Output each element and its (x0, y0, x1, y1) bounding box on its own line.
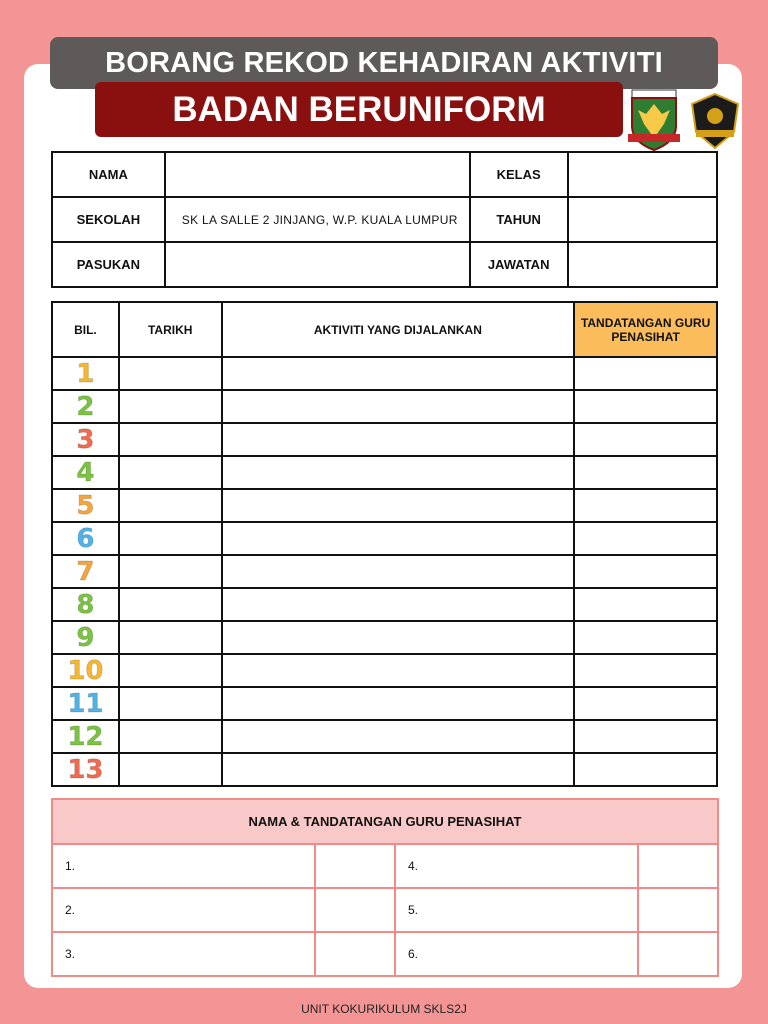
tarikh-cell[interactable] (119, 489, 222, 522)
attendance-row (52, 522, 717, 555)
attendance-row (52, 588, 717, 621)
tandatangan-cell[interactable] (574, 390, 717, 423)
row-number: 9 (52, 621, 119, 654)
tarikh-cell[interactable] (119, 753, 222, 786)
advisor-name-field-6[interactable]: 6. (395, 932, 638, 976)
advisor-name-field-3[interactable]: 3. (52, 932, 315, 976)
aktiviti-cell[interactable] (222, 456, 575, 489)
attendance-row (52, 456, 717, 489)
aktiviti-cell[interactable] (222, 357, 575, 390)
jawatan-label: JAWATAN (470, 242, 568, 287)
sekolah-field[interactable]: SK LA SALLE 2 JINJANG, W.P. KUALA LUMPUR (165, 197, 470, 242)
tarikh-cell[interactable] (119, 555, 222, 588)
attendance-row (52, 489, 717, 522)
tandatangan-cell[interactable] (574, 423, 717, 456)
advisor-name-field-5[interactable]: 5. (395, 888, 638, 932)
tandatangan-cell[interactable] (574, 753, 717, 786)
tandatangan-cell[interactable] (574, 621, 717, 654)
col-tandatangan-header: TANDATANGAN GURU PENASIHAT (574, 302, 717, 357)
row-number: 10 (52, 654, 119, 687)
advisor-sign-field-6[interactable] (638, 932, 718, 976)
tarikh-cell[interactable] (119, 456, 222, 489)
sekolah-label: SEKOLAH (52, 197, 165, 242)
advisor-name-field-4[interactable]: 4. (395, 844, 638, 888)
advisor-sign-field-4[interactable] (638, 844, 718, 888)
attendance-row (52, 555, 717, 588)
row-number: 3 (52, 423, 119, 456)
tarikh-cell[interactable] (119, 357, 222, 390)
school-crest-logo (626, 88, 682, 152)
tahun-label: TAHUN (470, 197, 568, 242)
tarikh-cell[interactable] (119, 423, 222, 456)
kelas-label: KELAS (470, 152, 568, 197)
aktiviti-cell[interactable] (222, 654, 575, 687)
row-number: 8 (52, 588, 119, 621)
attendance-row (52, 687, 717, 720)
tarikh-cell[interactable] (119, 654, 222, 687)
tarikh-cell[interactable] (119, 588, 222, 621)
row-number: 7 (52, 555, 119, 588)
tarikh-cell[interactable] (119, 687, 222, 720)
unit-badge-logo (688, 92, 742, 150)
tandatangan-cell[interactable] (574, 357, 717, 390)
col-tarikh-header: TARIKH (119, 302, 222, 357)
tandatangan-cell[interactable] (574, 489, 717, 522)
advisor-sign-field-5[interactable] (638, 888, 718, 932)
form-subtitle: BADAN BERUNIFORM (95, 82, 623, 137)
row-number: 1 (52, 357, 119, 390)
nama-label: NAMA (52, 152, 165, 197)
advisor-name-field-2[interactable]: 2. (52, 888, 315, 932)
pasukan-label: PASUKAN (52, 242, 165, 287)
aktiviti-cell[interactable] (222, 621, 575, 654)
tarikh-cell[interactable] (119, 720, 222, 753)
tarikh-cell[interactable] (119, 621, 222, 654)
attendance-row (52, 720, 717, 753)
row-number: 2 (52, 390, 119, 423)
aktiviti-cell[interactable] (222, 588, 575, 621)
tarikh-cell[interactable] (119, 522, 222, 555)
pasukan-field[interactable] (165, 242, 470, 287)
tarikh-cell[interactable] (119, 390, 222, 423)
attendance-row (52, 621, 717, 654)
tandatangan-cell[interactable] (574, 555, 717, 588)
aktiviti-cell[interactable] (222, 522, 575, 555)
footer-text: UNIT KOKURIKULUM SKLS2J (301, 1002, 467, 1016)
attendance-row (52, 423, 717, 456)
signature-section-title: NAMA & TANDATANGAN GURU PENASIHAT (52, 799, 718, 844)
attendance-row (52, 390, 717, 423)
attendance-table (51, 301, 718, 787)
aktiviti-cell[interactable] (222, 489, 575, 522)
tandatangan-cell[interactable] (574, 456, 717, 489)
advisor-name-field-1[interactable]: 1. (52, 844, 315, 888)
aktiviti-cell[interactable] (222, 753, 575, 786)
tahun-field[interactable] (568, 197, 717, 242)
form-title: BORANG REKOD KEHADIRAN AKTIVITI (50, 37, 718, 89)
tandatangan-cell[interactable] (574, 687, 717, 720)
row-number: 11 (52, 687, 119, 720)
col-aktiviti-header: AKTIVITI YANG DIJALANKAN (222, 302, 575, 357)
row-number: 13 (52, 753, 119, 786)
tandatangan-cell[interactable] (574, 588, 717, 621)
col-bil-header: BIL. (52, 302, 119, 357)
row-number: 12 (52, 720, 119, 753)
row-number: 6 (52, 522, 119, 555)
attendance-row (52, 753, 717, 786)
attendance-row (52, 654, 717, 687)
student-info-table (51, 151, 718, 288)
jawatan-field[interactable] (568, 242, 717, 287)
aktiviti-cell[interactable] (222, 555, 575, 588)
row-number: 4 (52, 456, 119, 489)
row-number: 5 (52, 489, 119, 522)
advisor-sign-field-3[interactable] (315, 932, 395, 976)
tandatangan-cell[interactable] (574, 720, 717, 753)
aktiviti-cell[interactable] (222, 423, 575, 456)
attendance-row (52, 357, 717, 390)
aktiviti-cell[interactable] (222, 687, 575, 720)
tandatangan-cell[interactable] (574, 522, 717, 555)
advisor-sign-field-1[interactable] (315, 844, 395, 888)
aktiviti-cell[interactable] (222, 390, 575, 423)
tandatangan-cell[interactable] (574, 654, 717, 687)
advisor-signature-table (51, 798, 719, 977)
advisor-sign-field-2[interactable] (315, 888, 395, 932)
aktiviti-cell[interactable] (222, 720, 575, 753)
nama-field[interactable] (165, 152, 470, 197)
kelas-field[interactable] (568, 152, 717, 197)
